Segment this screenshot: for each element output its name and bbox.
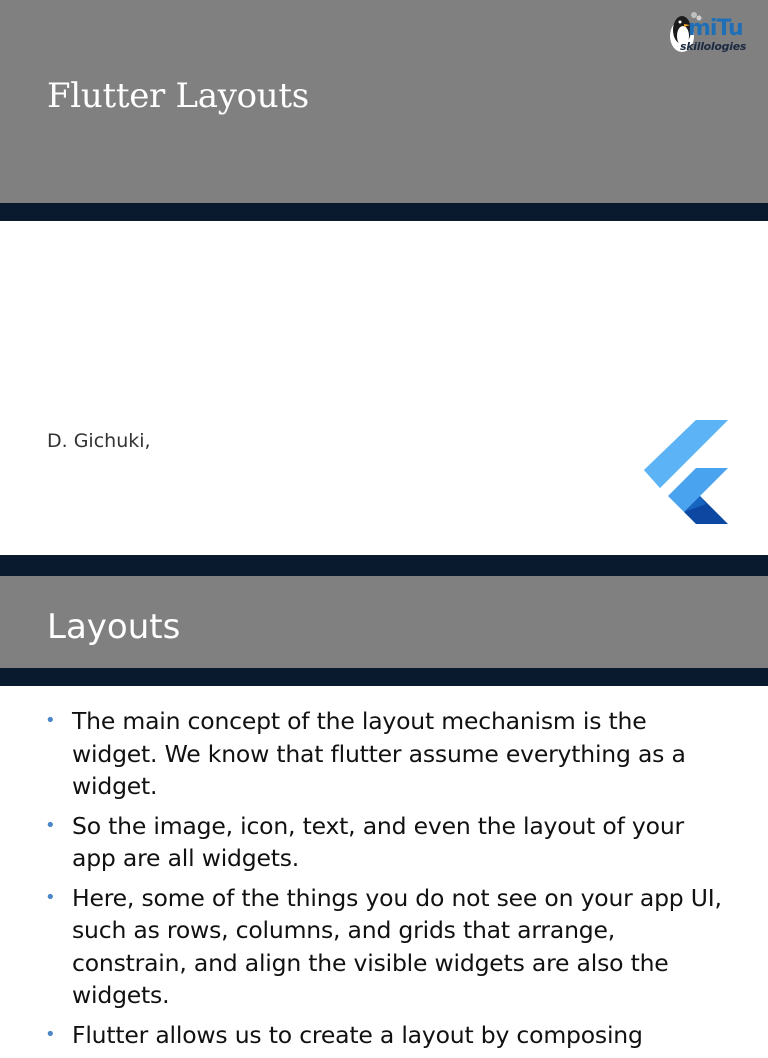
mitu-logo — [666, 8, 758, 58]
bullet-text: Flutter allows us to create a layout by composing — [72, 1020, 643, 1049]
content-slide — [0, 555, 768, 1049]
bullet-icon: • — [45, 1023, 56, 1045]
flutter-logo-icon — [640, 418, 730, 528]
author-name: D. Gichuki, — [47, 430, 151, 452]
list-item — [0, 882, 768, 1012]
bullet-text: Here, some of the things you do not see on your app UI, such as rows, columns, and grids that arrange, constrain, and align the visible widgets are also the widgets. — [72, 883, 722, 1009]
list-item — [0, 1019, 768, 1052]
list-item — [0, 810, 768, 875]
logo-wordmark: miTu — [688, 16, 743, 41]
bullet-text: So the image, icon, text, and even the layout of your app are all widgets. — [72, 811, 684, 872]
bottom-divider-bar — [0, 668, 768, 686]
section-title: Layouts — [47, 607, 181, 647]
bullet-icon: • — [45, 886, 56, 908]
slide-title: Flutter Layouts — [47, 76, 309, 116]
bullet-list — [0, 705, 768, 1058]
top-divider-bar — [0, 555, 768, 576]
header-divider-bar — [0, 203, 768, 221]
bullet-text: The main concept of the layout mechanism is the widget. We know that flutter assume everything as a widget. — [72, 707, 686, 800]
list-item — [0, 705, 768, 803]
bullet-icon: • — [45, 814, 56, 836]
bullet-icon: • — [45, 710, 56, 731]
logo-subtitle: skillologies — [680, 40, 747, 53]
